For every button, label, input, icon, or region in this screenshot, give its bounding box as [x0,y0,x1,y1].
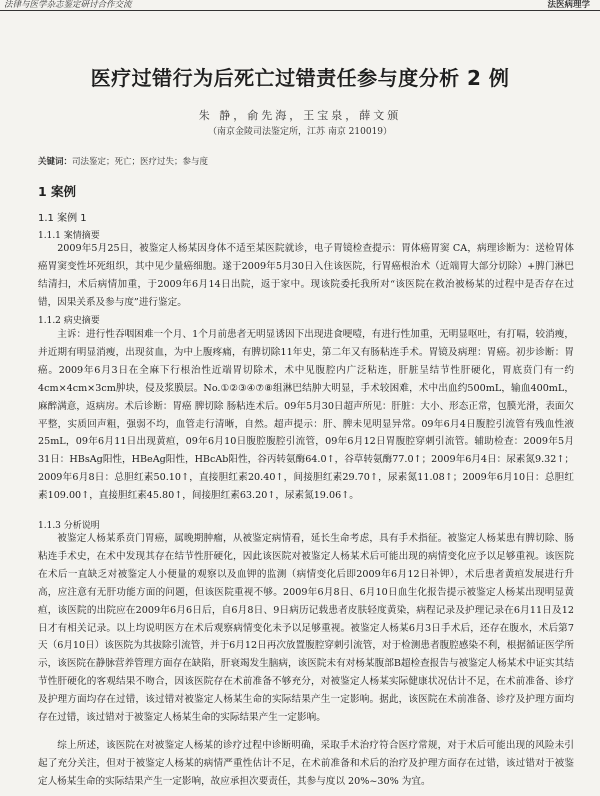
keywords [38,155,208,167]
analysis-heading: 1.1.3 分析说明 [38,521,100,531]
running-head-left: 法律与医学杂志鉴定研讨合作交流 [4,0,132,10]
keywords-label: 关键词： [38,157,73,167]
article-title: 医疗过错行为后死亡过错责任参与度分析 2 例 [90,66,510,90]
section-heading: 1 案例 [38,184,77,199]
authors: 朱 静，俞先海，王宝泉，薛文颁 [198,109,402,122]
case-heading: 1.1 案例 1 [38,213,87,224]
running-head [0,0,600,10]
keywords-text: 司法鉴定；死亡；医疗过失；参与度 [72,157,209,167]
history-heading: 1.1.2 病史摘要 [38,316,100,326]
summary-paragraph: 2009年5月25日，被鉴定人杨某因身体不适至某医院就诊，电子胃镜检查提示：胃体癌胃窦 CA，病理诊断为：送检胃体癌胃窦变性坏死组织，其中见少量癌细胞。遂于2009年5月30日入住该医院，行胃癌根治术（近端胃大部分切除）+脾门淋巴结清扫，术后病情加重，于2009年6月14日出院，返于家中。现该院委托我所对“该医院在救治被杨某的过程中是否存在过错，因果关系及参与度”进行鉴定。 [38,243,574,308]
summary-heading: 1.1.1 案情摘要 [38,231,100,241]
affiliation: （南京金陵司法鉴定所，江苏 南京 210019） [207,127,393,137]
history-paragraph: 主诉：进行性吞咽困难一个月、1个月前患者无明显诱因下出现进食哽噎，有进行性加重，无明显呕吐，有打嗝，较消瘦，并近期有明显消瘦，出现贫血，为中上腹疼痛，有脾切除11年史，第二年又有肠粘连手术。胃镜及病理：胃癌。初步诊断：胃癌。2009年6月3日在全麻下行根治性近端胃切除术，术中见腹腔内广泛粘连，肝脏呈结节性肝硬化，胃底贲门有一约4cm×4cm×3cm肿块，侵及浆膜层。No.①②③④⑦⑧组淋巴结肿大明显，手术较困难，术中出血约500mL，输血400mL，麻醉满意，返病房。术后诊断：胃癌 脾切除 肠粘连术后。09年5月30日超声所见：肝脏：大小、形态正常，包膜光滑，表面欠平整，实质回声粗，强弱不均，血管走行清晰，自然。超声提示：肝、脾未见明显异常。09年6月4日腹腔引流管有残血性液25mL，09年6月11日出现黄疸，09年6月10日腹腔腹腔引流管，09年6月12日胃腹腔穿刺引流管。辅助检查：2009年5月31日：HBsAg阳性，HBeAg阳性，HBcAb阳性，谷丙转氨酶64.0↑，谷草转氨酶77.0↑；2009年6月4日：尿素氮9.32↑；2009年6月8日：总胆红素50.10↑，直接胆红素20.40↑，间接胆红素29.70↑，尿素氮11.08↑；2009年6月10日：总胆红素109.00↑，直接胆红素45.80↑，间接胆红素63.20↑，尿素氮19.06↑。 [38,329,574,502]
conclusion-paragraph: 综上所述，该医院在对被鉴定人杨某的诊疗过程中诊断明确，采取手术治疗符合医疗常规，对于术后可能出现的风险未引起了充分关注，但对于被鉴定人杨某的病情严重性估计不足，在术前准备和术后的治疗及护理方面存在过错，该过错对于被鉴定人杨某生命的实际结果产生一定影响，故应承担次要责任，其参与度以 20%~30% 为宜。 [38,740,574,787]
running-head-right: 法医病理学 [547,0,590,10]
analysis-paragraph: 被鉴定人杨某系贲门胃癌，属晚期肿瘤，从被鉴定病情看，延长生命考虑，具有手术指征。被鉴定人杨某患有脾切除、肠粘连手术史，在术中发现其存在结节性肝硬化，因此该医院对被鉴定人杨某术后可能出现的病情变化应予以足够重视。该医院在术后一直缺乏对被鉴定人小便量的观察以及血钾的监测（病情变化后即2009年6月12日补钾），术后患者黄疸发展进行升高，应注意有无肝功能方面的问题，但该医院重视不够。2009年6月8日、6月10日血生化报告提示被鉴定人杨某出现明显黄疸，该医院的出院应在2009年6月6日后，自6月8日、9日病历记载患者皮肤轻度黄染，病程记录及护理记录在6月11日及12日才有相关记录。以上均说明医方在术后观察病情变化未予以足够重视。被鉴定人杨某6月3日手术后，还存在腹水，术后第7天（6月10日）该医院为其拔除引流管，并于6月12日再次放置腹腔穿刺引流管，对于检测患者腹腔感染不利，根据循证医学所示，该医院在静脉营养管理方面存在缺陷，肝衰竭发生脑病，该医院未有对杨某腹部B超检查报告与被鉴定人杨某术中证实其结节性肝硬化的客观结果不吻合，因该医院存在术前准备不够充分，对被鉴定人杨某实际健康状况估计不足，在术前准备、诊疗及护理方面均存在过错，该过错对被鉴定人杨某生命的实际结果产生一定影响。据此，该医院在术前准备、诊疗及护理方面均存在过错，该过错对于被鉴定人杨某生命的实际结果产生一定影响。 [38,533,574,724]
header-rule [0,10,600,11]
